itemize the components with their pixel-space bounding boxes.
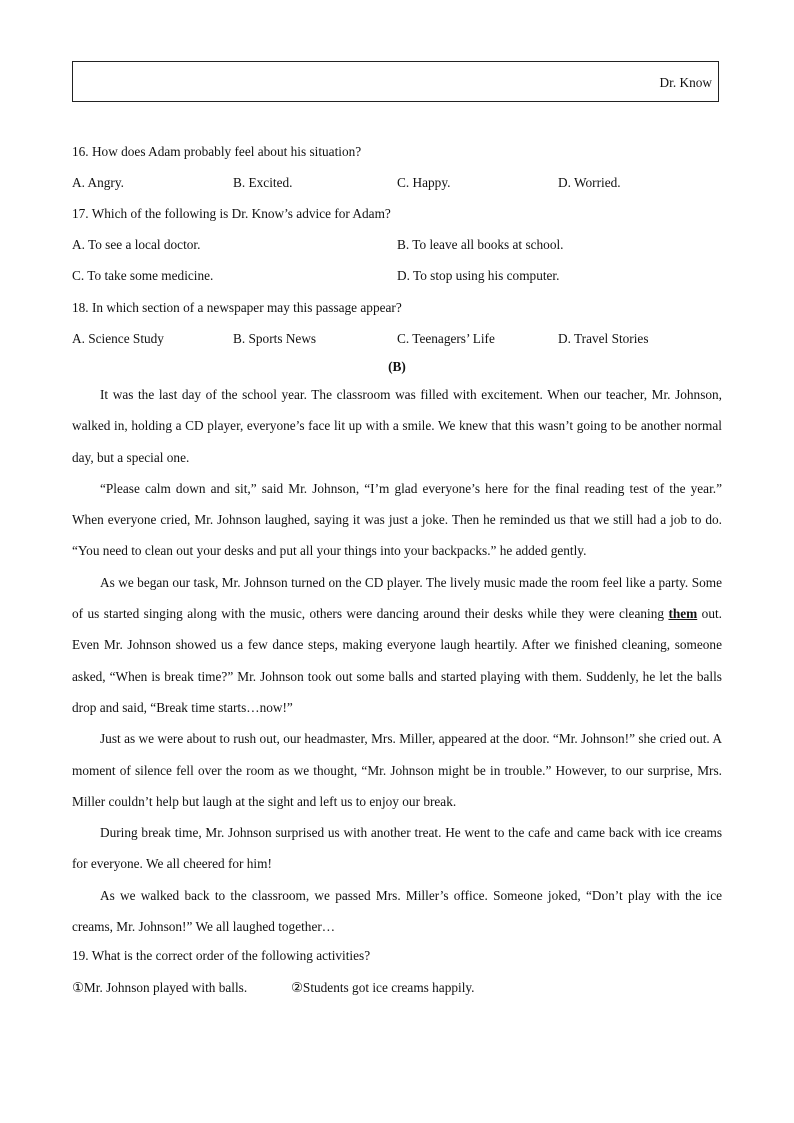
underlined-word: them — [668, 606, 698, 622]
passage — [72, 379, 722, 942]
question-19-stem: 19. What is the correct order of the following activities? — [72, 948, 371, 963]
passage-paragraph-6: As we walked back to the classroom, we passed Mrs. Miller’s office. Someone joked, “Don’t play with the ice creams, Mr. Johnson!” We all laughed together… — [72, 887, 722, 935]
question-17-stem: 17. Which of the following is Dr. Know’s advice for Adam? — [72, 206, 391, 221]
question-16-stem: 16. How does Adam probably feel about his situation? — [72, 144, 362, 159]
question-18-stem: 18. In which section of a newspaper may this passage appear? — [72, 300, 402, 315]
p3-text-after: out. Even Mr. Johnson showed us a few dance steps, making everyone laugh heartily. After we finished cleaning, someone asked, “When is break time?” Mr. Johnson took out some balls and started playing with them. Suddenly, he let the balls drop and said, “Break time starts…now!” — [72, 606, 723, 715]
passage-paragraph-2: “Please calm down and sit,” said Mr. Johnson, “I’m glad everyone’s here for the final reading test of the year.” When everyone cried, Mr. Johnson laughed, saying it was just a joke. Then he reminded us that we still had a job to do. “You need to clean out your desks and put all your things into your backpacks.” he added gently. — [72, 480, 722, 559]
q17-option-c: C. To take some medicine. — [72, 268, 214, 283]
q16-option-c: C. Happy. — [397, 175, 451, 190]
q17-option-d: D. To stop using his computer. — [397, 268, 560, 283]
q17-option-a: A. To see a local doctor. — [72, 237, 201, 252]
passage-paragraph-5: During break time, Mr. Johnson surprised us with another treat. He went to the cafe and came back with ice creams for everyone. We all cheered for him! — [72, 825, 722, 872]
passage-paragraph-4: Just as we were about to rush out, our headmaster, Mrs. Miller, appeared at the door. “Mr. Johnson!” she cried out. A moment of silence fell over the room as we thought, “Mr. Johnson might be in trouble.” However, to our surprise, Mrs. Miller couldn’t help but laugh at the sight and left us to enjoy our break. — [72, 731, 722, 809]
q19-item-1: ①Mr. Johnson played with balls. — [72, 980, 248, 995]
q19-item-2: ②Students got ice creams happily. — [291, 980, 475, 995]
p3-text-before: As we began our task, Mr. Johnson turned on the CD player. The lively music made the room feel like a party. Some of us started singing along with the music, others were dancing around their desks while they were cleaning — [72, 574, 722, 622]
q18-option-a: A. Science Study — [72, 331, 164, 346]
q18-option-c: C. Teenagers’ Life — [397, 331, 495, 346]
q17-option-b: B. To leave all books at school. — [397, 237, 564, 252]
passage-paragraph-1: It was the last day of the school year. The classroom was filled with excitement. When our teacher, Mr. Johnson, walked in, holding a CD player, everyone’s face lit up with a smile. We knew that this wasn’t going to be another normal day, but a special one. — [72, 387, 722, 465]
q18-option-d: D. Travel Stories — [558, 331, 649, 346]
section-title: (B) — [388, 359, 406, 374]
q16-option-d: D. Worried. — [558, 175, 621, 190]
q16-option-a: A. Angry. — [72, 175, 124, 190]
signature-text: Dr. Know — [659, 75, 712, 90]
q16-option-b: B. Excited. — [233, 175, 293, 190]
q18-option-b: B. Sports News — [233, 331, 317, 346]
header-box — [72, 61, 719, 102]
passage-paragraph-3 — [72, 567, 722, 723]
